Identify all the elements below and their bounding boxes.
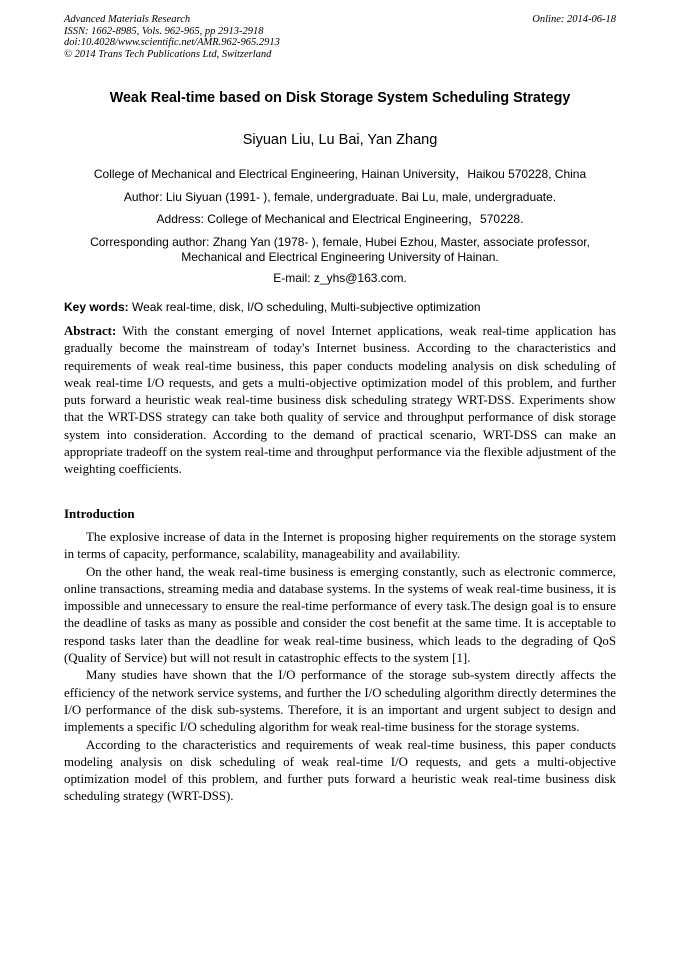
introduction-body [64,529,616,806]
author-list: Siyuan Liu, Lu Bai, Yan Zhang [242,132,438,148]
keywords-label: Key words: [64,300,129,314]
abstract [64,323,616,479]
author-note: Author: Liu Siyuan (1991- ), female, undergraduate. Bai Lu, male, undergraduate. [123,190,557,204]
intro-paragraph: Many studies have shown that the I/O performance of the storage sub-system directly affects the efficiency of the network service systems, and further the I/O scheduling algorithm directly determines the I/O performance of the disk sub-systems. Therefore, it is an important and urgent subject to design and implements a specific I/O scheduling algorithm for weak real-time business for the storage systems. [64,668,616,735]
affiliation-address: Address: College of Mechanical and Electrical Engineering，570228. [156,212,524,226]
keywords [64,300,624,314]
paper-title: Weak Real-time based on Disk Storage System Scheduling Strategy [109,90,571,106]
intro-paragraph: According to the characteristics and requirements of weak real-time business, this paper conducts modeling analysis on disk scheduling of weak real-time I/O requests, and gets a multi-objective optimization model of this problem, and further puts forward a heuristic weak real-time business disk scheduling strategy (WRT-DSS). [64,737,616,804]
corresponding-author-line2: Mechanical and Electrical Engineering University of Hainan. [181,250,499,264]
affiliation-college: College of Mechanical and Electrical Engineering, Hainan University，Haikou 570228, China [93,167,587,181]
keywords-text: Weak real-time, disk, I/O scheduling, Multi-subjective optimization [128,300,481,314]
intro-paragraph: The explosive increase of data in the Internet is proposing higher requirements on the storage system in terms of capacity, performance, scalability, manageability and availability. [64,530,616,562]
online-date: Online: 2014-06-18 [532,14,616,25]
abstract-label: Abstract: [64,324,117,338]
author-email: E-mail: z_yhs@163.com. [273,271,407,285]
copyright-line: © 2014 Trans Tech Publications Ltd, Switzerland [64,48,272,60]
section-heading-introduction: Introduction [64,506,135,521]
corresponding-author-line1: Corresponding author: Zhang Yan (1978- ), female, Hubei Ezhou, Master, associate professor, [90,235,590,249]
intro-paragraph: On the other hand, the weak real-time business is emerging constantly, such as electronic commerce, online transactions, streaming media and database systems. In the systems of weak real-time business, it is impossible and unnecessary to ensure the real-time performance of every task.The design goal is to ensure the deadline of tasks as many as possible and consider the cost benefit at the same time. It is acceptable to respond tasks later than the deadline for weak real-time business, which leads to the degrading of QoS (Quality of Service) but will not result in catastrophic effects to the system [1]. [64,564,616,666]
doi-line: doi:10.4028/www.scientific.net/AMR.962-965.2913 [64,37,280,48]
abstract-text: With the constant emerging of novel Internet applications, weak real-time application has gradually become the mainstream of today's Internet business. According to the characteristics and requirements of weak real-time business, this paper conducts modeling analysis on disk scheduling of weak real-time I/O requests, and gets a multi-objective optimization model of this problem, and further puts forward a heuristic weak real-time business disk scheduling strategy WRT-DSS. Experiments show that the WRT-DSS strategy can take both quality of service and throughput performance of disk storage system into consideration. According to the demand of practical scenario, WRT-DSS can make an appropriate tradeoff on the system real-time and throughput performance via the flexible adjustment of the weighting coefficients. [64,324,616,477]
journal-name: Advanced Materials Research [64,14,191,25]
issn-line: ISSN: 1662-8985, Vols. 962-965, pp 2913-2918 [64,25,264,37]
journal-header [64,14,616,60]
